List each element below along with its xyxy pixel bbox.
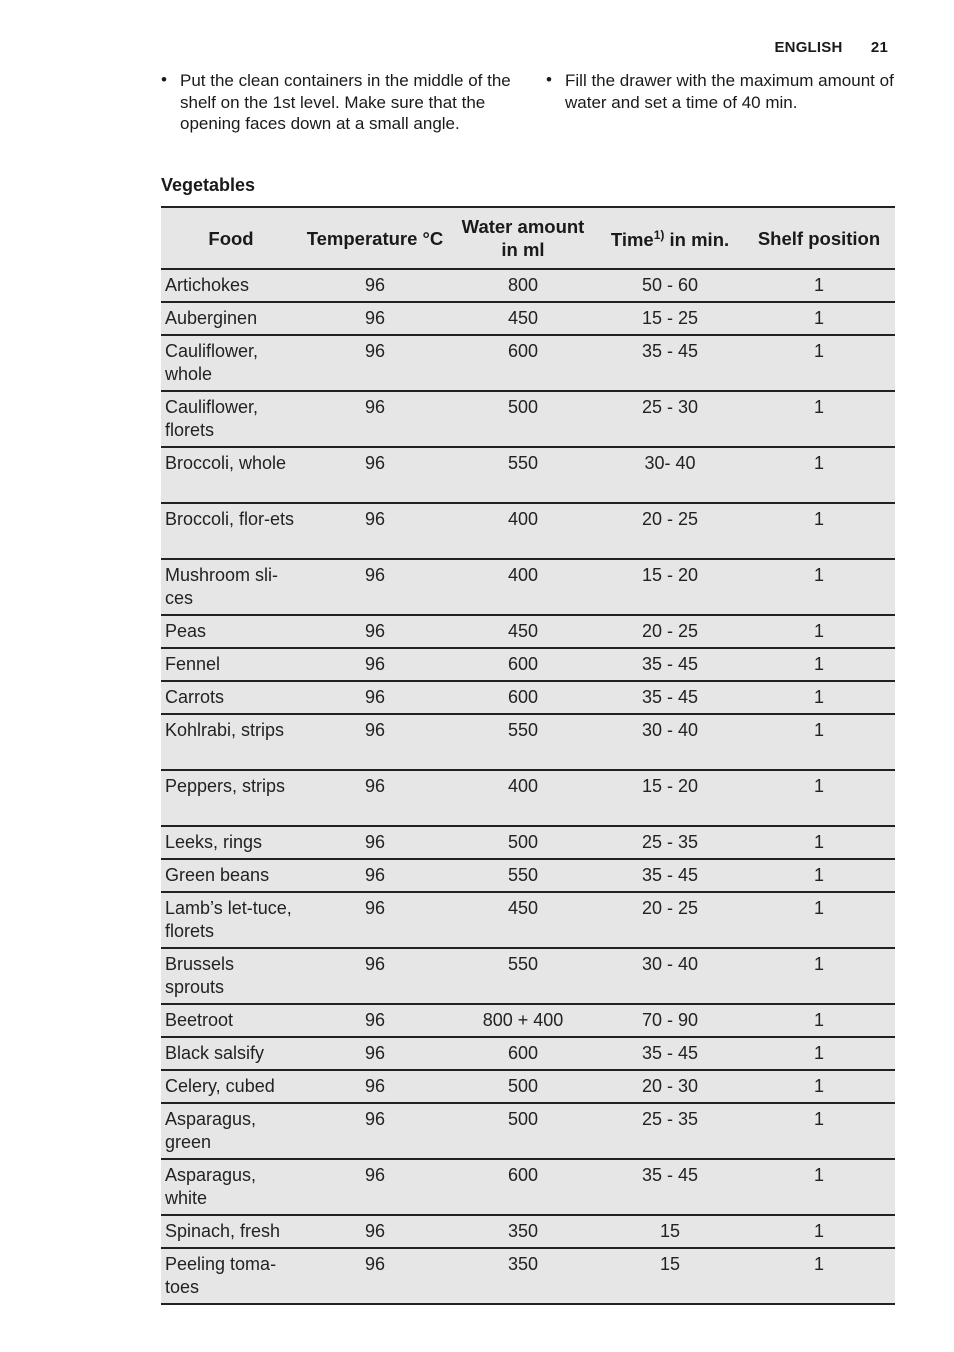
cell-temperature: 96 — [301, 714, 449, 770]
cell-temperature: 96 — [301, 948, 449, 1004]
cell-temperature: 96 — [301, 1103, 449, 1159]
cell-shelf: 1 — [743, 335, 895, 391]
cell-time: 50 - 60 — [597, 269, 743, 302]
cell-time: 35 - 45 — [597, 335, 743, 391]
bullet-icon: • — [546, 70, 552, 89]
table-row — [161, 648, 895, 681]
cell-temperature: 96 — [301, 648, 449, 681]
table-row — [161, 681, 895, 714]
cell-temperature: 96 — [301, 1248, 449, 1304]
cell-time: 20 - 25 — [597, 615, 743, 648]
cell-shelf: 1 — [743, 269, 895, 302]
cell-water: 600 — [449, 1159, 597, 1215]
table-row — [161, 503, 895, 559]
cell-temperature: 96 — [301, 335, 449, 391]
cell-shelf: 1 — [743, 826, 895, 859]
cell-time: 15 - 20 — [597, 770, 743, 826]
cell-shelf: 1 — [743, 1215, 895, 1248]
page-number: 21 — [870, 39, 888, 56]
cell-time: 30 - 40 — [597, 714, 743, 770]
table-row — [161, 1159, 895, 1215]
cell-food: Fennel — [161, 648, 301, 681]
cell-shelf: 1 — [743, 302, 895, 335]
cell-food: Beetroot — [161, 1004, 301, 1037]
cell-food: Peas — [161, 615, 301, 648]
table-row — [161, 615, 895, 648]
cell-water: 600 — [449, 648, 597, 681]
language-label: ENGLISH — [774, 39, 843, 56]
table-row — [161, 714, 895, 770]
cell-food: Celery, cubed — [161, 1070, 301, 1103]
cell-water: 550 — [449, 948, 597, 1004]
cell-temperature: 96 — [301, 447, 449, 503]
table-row — [161, 1070, 895, 1103]
cell-water: 600 — [449, 1037, 597, 1070]
cell-water: 550 — [449, 714, 597, 770]
intro-bullet-right — [546, 70, 896, 135]
cell-shelf: 1 — [743, 648, 895, 681]
cell-water: 600 — [449, 681, 597, 714]
cell-food: Mushroom sli-ces — [161, 559, 301, 615]
intro-bullet-right-text: Fill the drawer with the maximum amount of water and set a time of 40 min. — [565, 71, 894, 112]
cell-water: 450 — [449, 302, 597, 335]
cell-food: Asparagus, white — [161, 1159, 301, 1215]
table-row — [161, 559, 895, 615]
table-row — [161, 948, 895, 1004]
table-row — [161, 447, 895, 503]
cell-time: 30 - 40 — [597, 948, 743, 1004]
cell-shelf: 1 — [743, 1159, 895, 1215]
cell-water: 400 — [449, 503, 597, 559]
cell-shelf: 1 — [743, 859, 895, 892]
cell-water: 500 — [449, 1103, 597, 1159]
col-header-time — [597, 207, 743, 269]
cell-food: Peppers, strips — [161, 770, 301, 826]
cell-food: Lamb’s let-tuce, florets — [161, 892, 301, 948]
cell-time: 20 - 30 — [597, 1070, 743, 1103]
cell-time: 35 - 45 — [597, 681, 743, 714]
cell-water: 500 — [449, 1070, 597, 1103]
cell-food: Carrots — [161, 681, 301, 714]
col-header-temperature: Temperature °C — [301, 207, 449, 269]
cell-temperature: 96 — [301, 1070, 449, 1103]
table-row — [161, 770, 895, 826]
cell-food: Spinach, fresh — [161, 1215, 301, 1248]
cell-shelf: 1 — [743, 1248, 895, 1304]
cell-temperature: 96 — [301, 559, 449, 615]
table-row — [161, 1004, 895, 1037]
cell-food: Cauliflower, whole — [161, 335, 301, 391]
cell-shelf: 1 — [743, 1070, 895, 1103]
page-header — [774, 39, 888, 56]
cell-water: 800 + 400 — [449, 1004, 597, 1037]
cell-time: 35 - 45 — [597, 1037, 743, 1070]
intro-bullet-left-text: Put the clean containers in the middle of the shelf on the 1st level. Make sure that the opening faces down at a small angle. — [180, 71, 511, 133]
cell-shelf: 1 — [743, 770, 895, 826]
cell-food: Kohlrabi, strips — [161, 714, 301, 770]
table-row — [161, 335, 895, 391]
table-row — [161, 302, 895, 335]
cell-temperature: 96 — [301, 269, 449, 302]
table-row — [161, 826, 895, 859]
table-row — [161, 892, 895, 948]
cell-shelf: 1 — [743, 892, 895, 948]
cell-water: 550 — [449, 859, 597, 892]
cell-temperature: 96 — [301, 503, 449, 559]
intro-instructions — [161, 70, 896, 135]
cell-temperature: 96 — [301, 391, 449, 447]
col-header-time-label: Time — [610, 229, 654, 251]
intro-bullet-left — [161, 70, 511, 135]
cell-time: 15 — [597, 1248, 743, 1304]
cell-water: 450 — [449, 615, 597, 648]
table-row — [161, 269, 895, 302]
cell-food: Auberginen — [161, 302, 301, 335]
cell-temperature: 96 — [301, 681, 449, 714]
cell-temperature: 96 — [301, 826, 449, 859]
cell-temperature: 96 — [301, 892, 449, 948]
cell-time: 20 - 25 — [597, 503, 743, 559]
cell-water: 400 — [449, 559, 597, 615]
cell-shelf: 1 — [743, 503, 895, 559]
table-row — [161, 391, 895, 447]
cell-food: Broccoli, flor-ets — [161, 503, 301, 559]
cell-shelf: 1 — [743, 559, 895, 615]
cell-water: 500 — [449, 826, 597, 859]
cell-water: 450 — [449, 892, 597, 948]
cell-time: 70 - 90 — [597, 1004, 743, 1037]
cell-food: Green beans — [161, 859, 301, 892]
cell-time: 25 - 35 — [597, 826, 743, 859]
cell-shelf: 1 — [743, 714, 895, 770]
cell-food: Asparagus, green — [161, 1103, 301, 1159]
col-header-water: Water amount in ml — [449, 207, 597, 269]
cell-time: 25 - 35 — [597, 1103, 743, 1159]
cell-time: 35 - 45 — [597, 1159, 743, 1215]
col-header-shelf: Shelf position — [743, 207, 895, 269]
cell-time: 15 - 25 — [597, 302, 743, 335]
cell-temperature: 96 — [301, 770, 449, 826]
cell-shelf: 1 — [743, 948, 895, 1004]
cell-time: 20 - 25 — [597, 892, 743, 948]
col-header-time-unit: in min. — [664, 229, 730, 251]
cell-shelf: 1 — [743, 681, 895, 714]
table-row — [161, 1103, 895, 1159]
cell-temperature: 96 — [301, 1159, 449, 1215]
cell-time: 30- 40 — [597, 447, 743, 503]
cell-shelf: 1 — [743, 391, 895, 447]
table-body — [161, 269, 895, 1304]
cell-temperature: 96 — [301, 615, 449, 648]
cell-temperature: 96 — [301, 1037, 449, 1070]
table-row — [161, 1215, 895, 1248]
cell-shelf: 1 — [743, 1103, 895, 1159]
cell-food: Brussels sprouts — [161, 948, 301, 1004]
cell-time: 35 - 45 — [597, 859, 743, 892]
section-title: Vegetables — [161, 175, 256, 195]
table-row — [161, 859, 895, 892]
cell-water: 400 — [449, 770, 597, 826]
cell-water: 350 — [449, 1248, 597, 1304]
bullet-icon: • — [161, 70, 167, 89]
cell-food: Black salsify — [161, 1037, 301, 1070]
cell-food: Leeks, rings — [161, 826, 301, 859]
cell-shelf: 1 — [743, 615, 895, 648]
cell-water: 350 — [449, 1215, 597, 1248]
cell-time: 15 — [597, 1215, 743, 1248]
cell-shelf: 1 — [743, 1037, 895, 1070]
cell-food: Broccoli, whole — [161, 447, 301, 503]
cell-temperature: 96 — [301, 302, 449, 335]
cell-shelf: 1 — [743, 1004, 895, 1037]
cell-temperature: 96 — [301, 859, 449, 892]
col-header-food: Food — [161, 207, 301, 269]
cell-time: 35 - 45 — [597, 648, 743, 681]
cell-water: 800 — [449, 269, 597, 302]
cell-water: 550 — [449, 447, 597, 503]
table-row — [161, 1037, 895, 1070]
cell-food: Peeling toma-toes — [161, 1248, 301, 1304]
cell-time: 15 - 20 — [597, 559, 743, 615]
cell-water: 500 — [449, 391, 597, 447]
footnote-marker: 1) — [653, 228, 665, 243]
cell-shelf: 1 — [743, 447, 895, 503]
table-row — [161, 1248, 895, 1304]
cell-water: 600 — [449, 335, 597, 391]
cell-food: Cauliflower, florets — [161, 391, 301, 447]
vegetables-table — [161, 206, 895, 1305]
cell-temperature: 96 — [301, 1004, 449, 1037]
cell-temperature: 96 — [301, 1215, 449, 1248]
cell-food: Artichokes — [161, 269, 301, 302]
cell-time: 25 - 30 — [597, 391, 743, 447]
table-header-row — [161, 207, 895, 269]
